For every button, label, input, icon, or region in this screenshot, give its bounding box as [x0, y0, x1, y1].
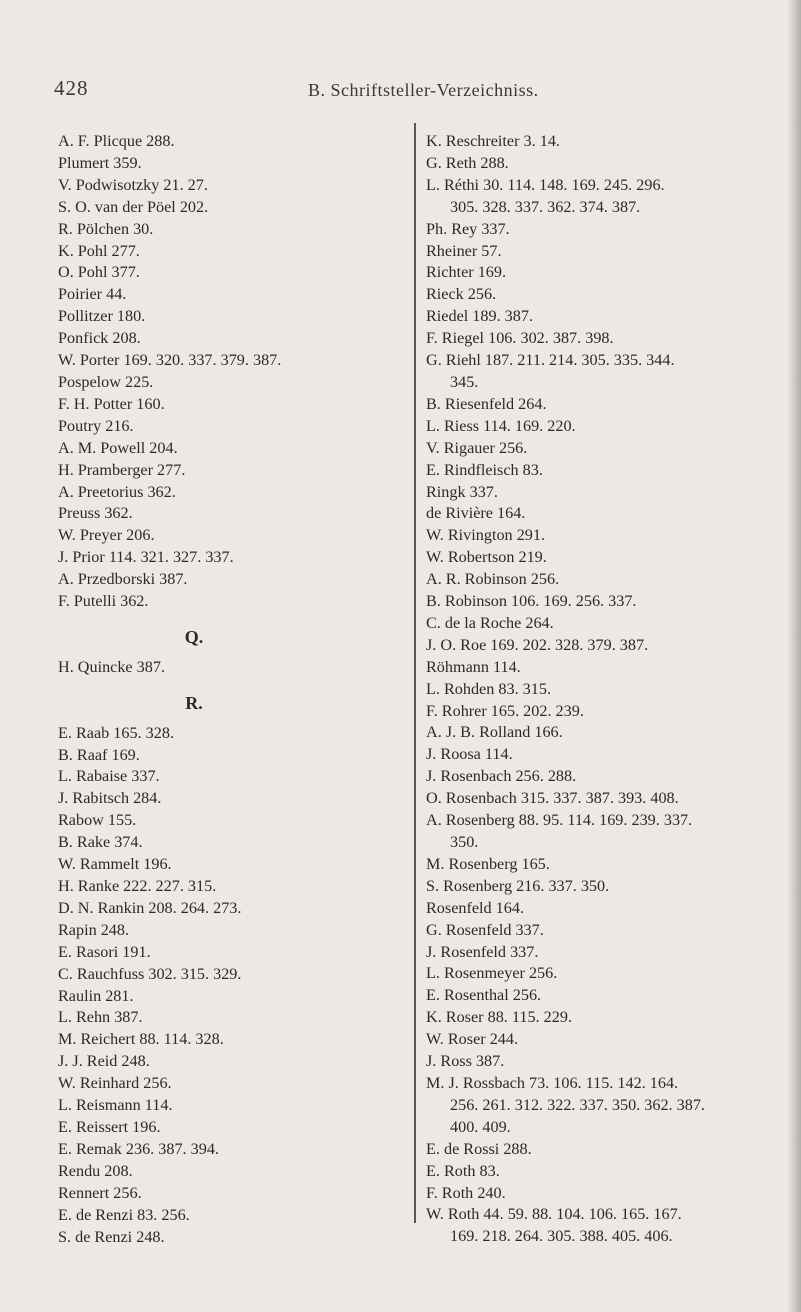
index-entry: F. Riegel 106. 302. 387. 398. — [426, 329, 614, 348]
index-entry: Preuss 362. — [58, 504, 133, 523]
index-entry: H. Pramberger 277. — [58, 460, 186, 479]
section-letter: Q. — [184, 626, 204, 647]
index-entry: L. Rehn 387. — [58, 1008, 143, 1027]
index-entry: B. Robinson 106. 169. 256. 337. — [426, 592, 637, 611]
index-entry: H. Quincke 387. — [58, 657, 165, 676]
index-entry: J. Prior 114. 321. 327. 337. — [58, 548, 234, 567]
index-entry: O. Pohl 377. — [58, 263, 140, 282]
index-entry: Rendu 208. — [58, 1161, 133, 1180]
index-entry: Ponfick 208. — [58, 329, 141, 348]
index-entry: Röhmann 114. — [426, 657, 521, 676]
index-entry: B. Raaf 169. — [58, 745, 140, 764]
index-entry: Ph. Rey 337. — [426, 219, 510, 238]
running-head: B. Schriftsteller-Verzeichniss. — [308, 80, 539, 100]
index-entry: H. Ranke 222. 227. 315. — [58, 877, 217, 895]
index-entry: W. Preyer 206. — [58, 526, 155, 545]
page-edge-shadow — [787, 0, 801, 1312]
index-entry: M. Rosenberg 165. — [426, 854, 550, 873]
section-letter: R. — [185, 692, 203, 713]
index-entry: E. Rindfleisch 83. — [426, 460, 543, 479]
index-entry: M. Reichert 88. 114. 328. — [58, 1030, 224, 1049]
index-entry-continuation: 345. — [450, 372, 479, 391]
index-entry: G. Riehl 187. 211. 214. 305. 335. 344. — [426, 351, 675, 370]
index-entry: Riedel 189. 387. — [426, 307, 534, 326]
index-entry: Plumert 359. — [58, 153, 142, 172]
index-entry: W. Porter 169. 320. 337. 379. 387. — [58, 351, 282, 370]
index-entry-continuation: 256. 261. 312. 322. 337. 350. 362. 387. — [450, 1095, 705, 1114]
index-entry: G. Reth 288. — [426, 153, 509, 172]
index-entry-continuation: 350. — [450, 833, 479, 851]
index-entry: A. Przedborski 387. — [58, 570, 188, 589]
index-entry: Poutry 216. — [58, 416, 134, 435]
index-entry: A. R. Robinson 256. — [426, 570, 560, 589]
index-entry: W. Rivington 291. — [426, 526, 546, 545]
index-entry-continuation: 305. 328. 337. 362. 374. 387. — [450, 197, 641, 216]
index-entry: Poirier 44. — [58, 285, 127, 304]
index-entry: A. J. B. Rolland 166. — [426, 723, 563, 742]
index-entry: Rabow 155. — [58, 811, 137, 830]
index-entry: E. Reissert 196. — [58, 1117, 161, 1136]
index-entry: Pollitzer 180. — [58, 307, 146, 326]
index-entry: J. O. Roe 169. 202. 328. 379. 387. — [426, 635, 649, 654]
index-entry: S. O. van der Pöel 202. — [58, 197, 209, 216]
index-entry-continuation: 400. 409. — [450, 1117, 511, 1136]
index-entry: E. Rasori 191. — [58, 942, 151, 961]
index-entry: L. Réthi 30. 114. 148. 169. 245. 296. — [426, 175, 665, 194]
index-entry: de Rivière 164. — [426, 504, 526, 523]
index-entry: Ringk 337. — [426, 482, 498, 501]
index-entry: W. Reinhard 256. — [58, 1074, 172, 1093]
index-entry: E. Raab 165. 328. — [58, 723, 174, 742]
index-entry: Raulin 281. — [58, 986, 134, 1005]
index-entry: Rieck 256. — [426, 285, 497, 304]
index-entry: J. Rosenfeld 337. — [426, 942, 539, 961]
index-entry: A. M. Powell 204. — [58, 438, 178, 457]
index-entry: V. Podwisotzky 21. 27. — [58, 175, 208, 194]
index-entry: E. de Rossi 288. — [426, 1139, 532, 1158]
index-entry: Rapin 248. — [58, 920, 130, 939]
index-entry: E. Remak 236. 387. 394. — [58, 1139, 219, 1158]
index-entry: E. Roth 83. — [426, 1161, 500, 1180]
index-entry: J. Rosenbach 256. 288. — [426, 767, 577, 786]
index-entry: M. J. Rossbach 73. 106. 115. 142. 164. — [426, 1073, 679, 1092]
index-entry: L. Reismann 114. — [58, 1096, 173, 1115]
index-entry: G. Rosenfeld 337. — [426, 920, 544, 939]
index-entry: J. J. Reid 248. — [58, 1052, 150, 1071]
index-entry: A. Rosenberg 88. 95. 114. 169. 239. 337. — [426, 811, 693, 830]
index-entry: K. Pohl 277. — [58, 241, 140, 260]
index-entry: D. N. Rankin 208. 264. 273. — [58, 898, 242, 917]
index-entry: L. Rosenmeyer 256. — [426, 964, 558, 983]
index-entry: B. Riesenfeld 264. — [426, 394, 547, 413]
index-entry: Rheiner 57. — [426, 241, 502, 260]
index-entry: A. Preetorius 362. — [58, 482, 176, 501]
index-entry: C. Rauchfuss 302. 315. 329. — [58, 964, 242, 983]
index-entry: B. Rake 374. — [58, 833, 143, 852]
index-entry: S. de Renzi 248. — [58, 1227, 165, 1246]
index-entry: V. Rigauer 256. — [426, 438, 528, 457]
index-entry: Rennert 256. — [58, 1183, 142, 1202]
index-entry: F. Rohrer 165. 202. 239. — [426, 701, 584, 720]
index-entry: Rosenfeld 164. — [426, 898, 525, 917]
index-entry: J. Ross 387. — [426, 1052, 505, 1071]
column-divider — [414, 123, 416, 1223]
index-entry: Richter 169. — [426, 263, 507, 282]
index-entry: F. H. Potter 160. — [58, 394, 165, 413]
page-number: 428 — [54, 76, 89, 100]
index-entry: E. de Renzi 83. 256. — [58, 1205, 190, 1224]
index-entry: R. Pölchen 30. — [58, 219, 154, 238]
index-entry: S. Rosenberg 216. 337. 350. — [426, 876, 610, 895]
index-entry: W. Roser 244. — [426, 1030, 519, 1049]
index-entry: L. Riess 114. 169. 220. — [426, 416, 576, 435]
index-entry-continuation: 169. 218. 264. 305. 388. 405. 406. — [450, 1227, 673, 1246]
left-column — [58, 131, 398, 1248]
index-entry: L. Rohden 83. 315. — [426, 679, 551, 698]
right-column — [426, 131, 778, 1248]
index-entry: C. de la Roche 264. — [426, 613, 554, 632]
index-entry: O. Rosenbach 315. 337. 387. 393. 408. — [426, 789, 679, 808]
index-entry: E. Rosenthal 256. — [426, 986, 542, 1005]
index-entry: K. Reschreiter 3. 14. — [426, 132, 560, 150]
index-entry: W. Rammelt 196. — [58, 855, 172, 874]
index-entry: K. Roser 88. 115. 229. — [426, 1008, 572, 1027]
index-entry: Pospelow 225. — [58, 372, 154, 391]
index-entry: J. Rabitsch 284. — [58, 789, 162, 808]
index-entry: J. Roosa 114. — [426, 745, 513, 764]
index-entry: F. Putelli 362. — [58, 592, 149, 611]
index-entry: W. Robertson 219. — [426, 548, 547, 567]
index-entry: A. F. Plicque 288. — [58, 132, 175, 150]
index-entry: L. Rabaise 337. — [58, 767, 160, 786]
index-entry: F. Roth 240. — [426, 1183, 506, 1202]
index-entry: W. Roth 44. 59. 88. 104. 106. 165. 167. — [426, 1205, 682, 1224]
